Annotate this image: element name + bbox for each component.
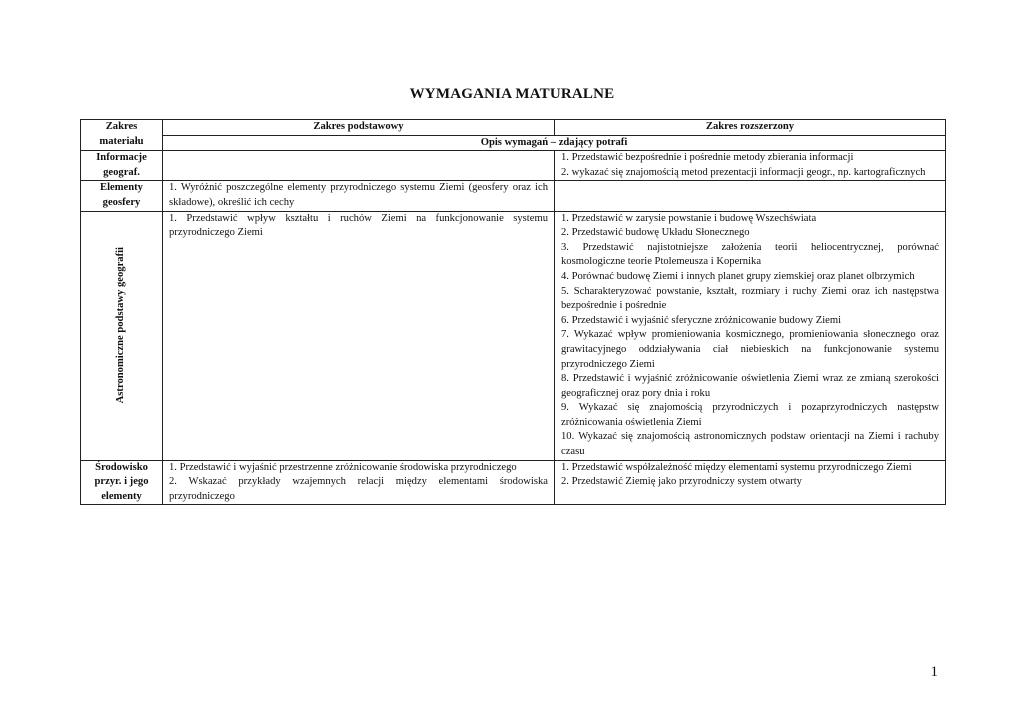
srodowisko-extended-cell: [555, 460, 946, 505]
requirement-item: 2. Przedstawić Ziemię jako przyrodniczy system otwarty: [561, 476, 802, 488]
row-label-srodowisko: Środowisko przyr. i jego elementy: [81, 460, 163, 505]
astronomiczne-basic-cell: [163, 211, 555, 460]
row-astronomiczne: [81, 211, 946, 460]
row-elementy: [81, 181, 946, 211]
row-informacje: [81, 151, 946, 181]
requirement-item: 1. Przedstawić i wyjaśnić przestrzenne zróżnicowanie środowiska przyrodniczego: [169, 461, 517, 473]
row-srodowisko: [81, 460, 946, 505]
header-zakres-podstawowy: Zakres podstawowy: [163, 120, 555, 136]
informacje-basic-cell: [163, 151, 555, 181]
requirement-item: 1. Przedstawić współzależność między elementami systemu przyrodniczego Ziemi: [561, 461, 912, 473]
srodowisko-basic-cell: [163, 460, 555, 505]
page-number: 1: [930, 664, 938, 680]
subheader-row: [81, 135, 946, 151]
row-label-astronomiczne-text: Astronomiczne podstawy geografii: [115, 247, 127, 404]
document-title: WYMAGANIA MATURALNE: [409, 86, 615, 102]
requirement-item: 7. Wykazać wpływ promieniowania kosmicznego, promieniowania słonecznego oraz grawitacyjnego oddziaływania ciał niebieskich na funkcjonowanie systemu przyrodniczego Ziemi: [561, 329, 939, 370]
header-zakres-materialu: Zakres materiału: [81, 120, 163, 151]
requirement-item: 1. Przedstawić bezpośrednie i pośrednie metody zbierania informacji: [561, 152, 854, 164]
informacje-extended-cell: [555, 151, 946, 181]
requirement-item: 8. Przedstawić i wyjaśnić zróżnicowanie oświetlenia Ziemi wraz ze zmianą szerokości geograficznej oraz pory dnia i roku: [561, 373, 939, 399]
header-row: [81, 120, 946, 136]
requirement-item: 9. Wykazać się znajomością przyrodniczych i pozaprzyrodniczych następstw zróżnicowania oświetlenia Ziemi: [561, 402, 939, 428]
row-label-informacje: Informacje geograf.: [81, 151, 163, 181]
requirement-item: 10. Wykazać się znajomością astronomicznych podstaw orientacji na Ziemi i rachuby czasu: [561, 431, 939, 458]
requirement-item: 1. Przedstawić wpływ kształtu i ruchów Ziemi na funkcjonowanie systemu przyrodniczego Ziemi: [169, 212, 548, 239]
requirement-item: 5. Scharakteryzować powstanie, kształt, rozmiary i ruchy Ziemi oraz ich następstwa bezpośrednie i pośrednie: [561, 285, 939, 312]
elementy-extended-cell: [555, 181, 946, 211]
requirement-item: 4. Porównać budowę Ziemi i innych planet grupy ziemskiej oraz planet olbrzymich: [561, 270, 915, 282]
requirement-item: 2. wykazać się znajomością metod prezentacji informacji geogr., np. kartograficznych: [561, 166, 926, 178]
header-opis-wymagan: Opis wymagań – zdający potrafi: [163, 135, 946, 151]
requirement-item: 6. Przedstawić i wyjaśnić sferyczne zróżnicowanie budowy Ziemi: [561, 314, 842, 326]
requirement-item: 1. Przedstawić w zarysie powstanie i budowę Wszechświata: [561, 212, 817, 224]
requirement-item: 2. Wskazać przykłady wzajemnych relacji między elementami środowiska przyrodniczego: [169, 476, 548, 502]
requirements-table: [80, 119, 946, 505]
header-zakres-rozszerzony: Zakres rozszerzony: [555, 120, 946, 136]
requirement-item: 3. Przedstawić najistotniejsze założenia teorii heliocentrycznej, porównać kosmologiczne teorie Ptolemeusza i Kopernika: [561, 241, 939, 268]
row-label-elementy: Elementy geosfery: [81, 181, 163, 211]
elementy-basic-cell: [163, 181, 555, 211]
astronomiczne-extended-cell: [555, 211, 946, 460]
requirement-item: 1. Wyróżnić poszczególne elementy przyrodniczego systemu Ziemi (geosfery oraz ich składowe), określić ich cechy: [169, 182, 548, 208]
requirement-item: 2. Przedstawić budowę Układu Słonecznego: [561, 227, 750, 239]
row-label-astronomiczne: [81, 211, 163, 460]
